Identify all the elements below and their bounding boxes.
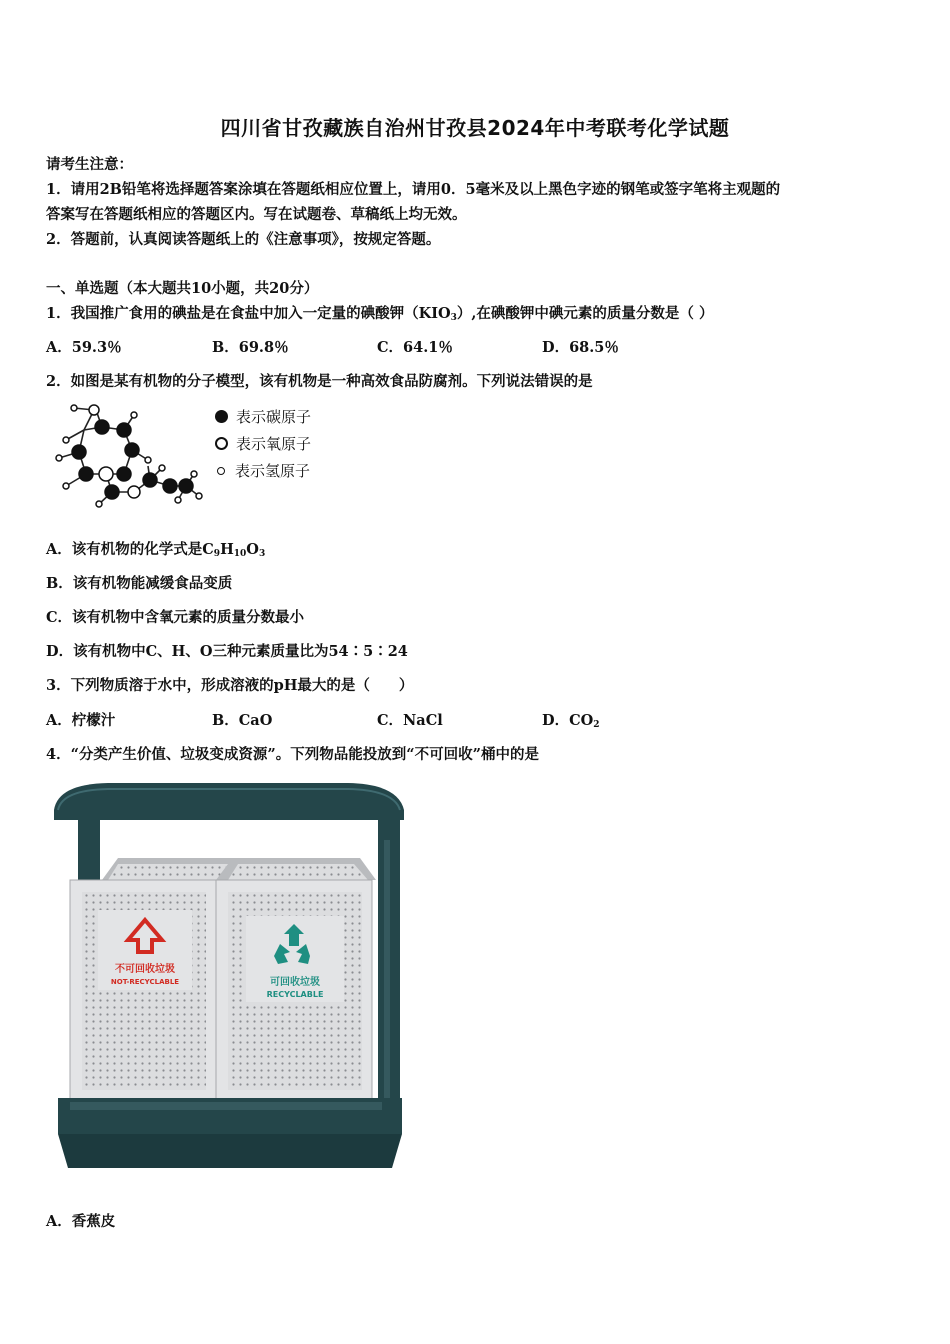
q2-option-b: B．该有机物能减缓食品变质 xyxy=(46,575,233,592)
page-title: 四川省甘孜藏族自治州甘孜县2024年中考联考化学试题 xyxy=(220,116,730,140)
hydrogen-atom-icon xyxy=(217,467,225,475)
notice-item-1a: 1．请用2B铅笔将选择题答案涂填在答题纸相应位置上，请用0．5毫米及以上黑色字迹的钢笔或签字笔将主观题的 xyxy=(46,181,781,198)
carbon-atom-icon xyxy=(215,410,228,423)
q3-option-c: C．NaCl xyxy=(377,712,443,729)
trash-bin-figure xyxy=(48,780,408,1172)
q1-option-b: B．69.8％ xyxy=(212,339,289,356)
question-1-stem: 1．我国推广食用的碘盐是在食盐中加入一定量的碘酸钾$(KIO_3)$,在碘酸钾中碘元素的质量分数是（ ） xyxy=(46,305,714,323)
oxygen-atom-icon xyxy=(215,437,228,450)
notice-item-1b: 答案写在答题纸相应的答题区内。写在试题卷、草稿纸上均无效。 xyxy=(46,206,467,223)
question-3-stem: 3．下列物质溶于水中，形成溶液的pH最大的是（ ） xyxy=(46,677,414,694)
legend-oxygen: 表示氧原子 xyxy=(215,433,311,454)
q1-option-a: A．59.3％ xyxy=(46,339,122,356)
q2-option-a: A．该有机物的化学式是$C_9H_{10}O_3$ xyxy=(46,541,266,559)
svg-text:可回收垃圾: 可回收垃圾 xyxy=(270,977,320,988)
molecule-model-figure xyxy=(44,400,214,518)
q2-option-c: C．该有机物中含氧元素的质量分数最小 xyxy=(46,609,305,626)
question-2-stem: 2．如图是某有机物的分子模型，该有机物是一种高效食品防腐剂。下列说法错误的是 xyxy=(46,373,593,390)
q3-option-d: D．$CO_2$ xyxy=(542,712,600,730)
q2-option-d: D．该有机物中C、H、O三种元素质量比为54∶5∶24 xyxy=(46,643,408,660)
svg-text:RECYCLABLE: RECYCLABLE xyxy=(266,990,324,999)
svg-text:不可回收垃圾: 不可回收垃圾 xyxy=(115,964,175,975)
legend-hydrogen: 表示氢原子 xyxy=(215,460,310,481)
notice-heading: 请考生注意： xyxy=(46,156,133,173)
q1-option-d: D．68.5％ xyxy=(542,339,619,356)
svg-text:NOT-RECYCLABLE: NOT-RECYCLABLE xyxy=(110,978,180,986)
q1-option-c: C．64.1％ xyxy=(377,339,453,356)
q3-option-b: B．CaO xyxy=(212,712,273,729)
notice-item-2: 2．答题前，认真阅读答题纸上的《注意事项》，按规定答题。 xyxy=(46,231,441,248)
q3-option-a: A．柠檬汁 xyxy=(46,712,116,729)
q4-option-a: A．香蕉皮 xyxy=(46,1213,116,1230)
legend-carbon: 表示碳原子 xyxy=(215,406,311,427)
section-heading: 一、单选题（本大题共10小题，共20分） xyxy=(46,280,319,297)
question-4-stem: 4．“分类产生价值、垃圾变成资源”。下列物品能投放到“不可回收”桶中的是 xyxy=(46,746,539,763)
